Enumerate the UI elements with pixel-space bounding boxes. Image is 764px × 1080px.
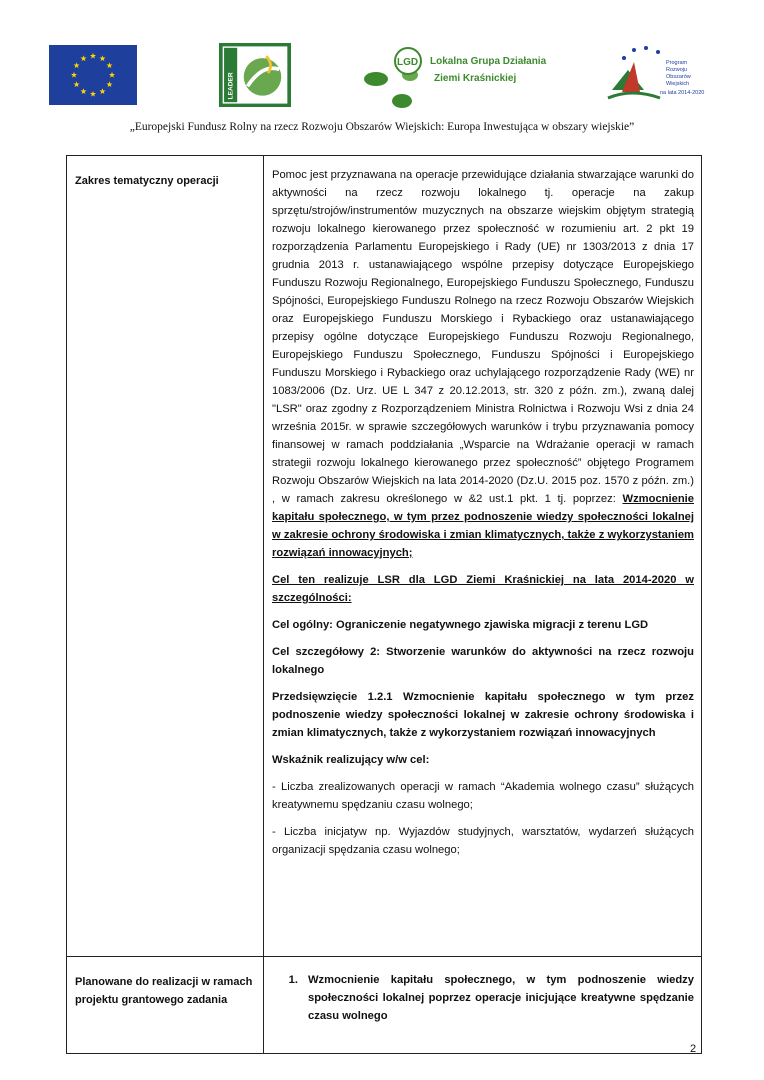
- prow-line4: Wiejskich: [666, 81, 690, 87]
- task-number: 1.: [288, 974, 298, 986]
- table-row-tasks: [67, 957, 702, 1054]
- general-goal: Cel ogólny: Ograniczenie negatywnego zjawiska migracji z terenu LGD: [272, 619, 649, 631]
- lgd-name-line2: Ziemi Kraśnickiej: [434, 73, 517, 84]
- tasks-content: [264, 957, 702, 1054]
- indicator-item-2: - Liczba inicjatyw np. Wyjazdów studyjnych, warsztatów, wydarzeń służących organizacji spędzania czasu wolnego;: [272, 826, 694, 856]
- goal-heading: Cel ten realizuje LSR dla LGD Ziemi Kraśnickiej na lata 2014-2020 w szczególności:: [272, 574, 694, 604]
- indicator-item-1: - Liczba zrealizowanych operacji w ramach “Akademia wolnego czasu” służących kreatywnemu spędzaniu czasu wolnego;: [272, 781, 694, 811]
- operation-table: [66, 155, 702, 1054]
- tasks-label: Planowane do realizacji w ramach projektu grantowego zadania: [67, 957, 264, 1054]
- scope-intro-text: Pomoc jest przyznawana na operacje przewidujące działania stwarzające warunki do aktywności na rzecz rozwoju lokalnego tj. operacje na zakup sprzętu/strojów/instrumentów muzycznych na obszarze wiejskim objętym strategią rozwoju lokalnego kierowanego przez społeczność w rozumieniu art. 2 pkt 19 rozporządzenia Parlamentu Europejskiego i Rady (UE) nr 1303/2013 z dnia 17 grudnia 2013 r. ustanawiającego wspólne przepisy dotyczące Europejskiego Funduszu Rozwoju Regionalnego, Europejskiego Funduszu Społecznego, Funduszu Spójności, Europejskiego Funduszu Rolnego na rzecz Rozwoju Obszarów Wiejskich oraz Europejskiego Funduszu Morskiego i Rybackiego oraz ustanawiającego przepisy ogólne dotyczące Europejskiego Funduszu Rozwoju Regionalnego, Europejskiego Funduszu Społecznego, Funduszu Spójności i Europejskiego Funduszu Morskiego i Rybackiego oraz uchylającego rozporządzenie Rady (WE) nr 1083/2006 (Dz. Urz. UE L 347 z 20.12.2013, str. 320 z późn. zm.), zwaną dalej "LSR" oraz zgodny z Rozporządzeniem Ministra Rolnictwa i Rozwoju Wsi z dnia 24 września 2015r. w sprawie szczegółowych warunków i trybu przyznawania pomocy finansowej w ramach poddziałania „Wsparcie na Wdrażanie operacji w ramach strategii rozwoju lokalnego kierowanego przez społeczność” objętego Programem Rozwoju Obszarów Wiejskich na lata 2014-2020 (Dz.U. 2015 poz. 1570 z późn. zm.) , w ramach zakresu określonego w &2 ust.1 pkt. 1 tj. poprzez:: [272, 169, 694, 505]
- lgd-name-line1: Lokalna Grupa Działania: [430, 56, 547, 67]
- prow-line5: na lata 2014-2020: [660, 90, 705, 96]
- prow-line1: Program: [666, 60, 688, 66]
- prow-line3: Obszarów: [666, 74, 691, 80]
- prow-line2: Rozwoju: [666, 67, 688, 73]
- scope-content: [264, 156, 702, 957]
- eu-flag-logo: [49, 45, 137, 105]
- tasks-list: [272, 971, 694, 1025]
- prow-logo: [604, 40, 714, 112]
- leader-logo: [219, 43, 291, 107]
- project-description: Przedsięwzięcie 1.2.1 Wzmocnienie kapitału społecznego w tym przez podnoszenie wiedzy społeczności lokalnej w zakresie ochrony środowiska i zmian klimatycznych, także z wykorzystaniem rozwiązań innowacyjnych: [272, 691, 694, 739]
- lgd-logo: [362, 45, 567, 111]
- lgd-abbr: LGD: [397, 57, 419, 68]
- scope-intro: [272, 166, 694, 562]
- scope-label: Zakres tematyczny operacji: [67, 156, 264, 957]
- indicator-heading: Wskaźnik realizujący w/w cel:: [272, 754, 430, 766]
- svg-text:LEADER: LEADER: [227, 72, 235, 100]
- list-item: [272, 971, 694, 1025]
- table-row-scope: [67, 156, 702, 957]
- header-motto: „Europejski Fundusz Rolny na rzecz Rozwoju Obszarów Wiejskich: Europa Inwestująca w obszary wiejskie”: [129, 121, 635, 133]
- page-number: 2: [690, 1043, 697, 1055]
- header-logos: [0, 40, 764, 112]
- scope-intro-emphasis: Wzmocnienie kapitału społecznego, w tym przez podnoszenie wiedzy społeczności lokalnej w zakresie ochrony środowiska i zmian klimatycznych, także z wykorzystaniem rozwiązań innowacyjnych;: [272, 493, 694, 559]
- specific-goal: Cel szczegółowy 2: Stworzenie warunków do aktywności na rzecz rozwoju lokalnego: [272, 646, 694, 676]
- task-text: Wzmocnienie kapitału społecznego, w tym podnoszenie wiedzy społeczności lokalnej poprzez operacje inicjujące kreatywne spędzanie czasu wolnego: [308, 974, 694, 1022]
